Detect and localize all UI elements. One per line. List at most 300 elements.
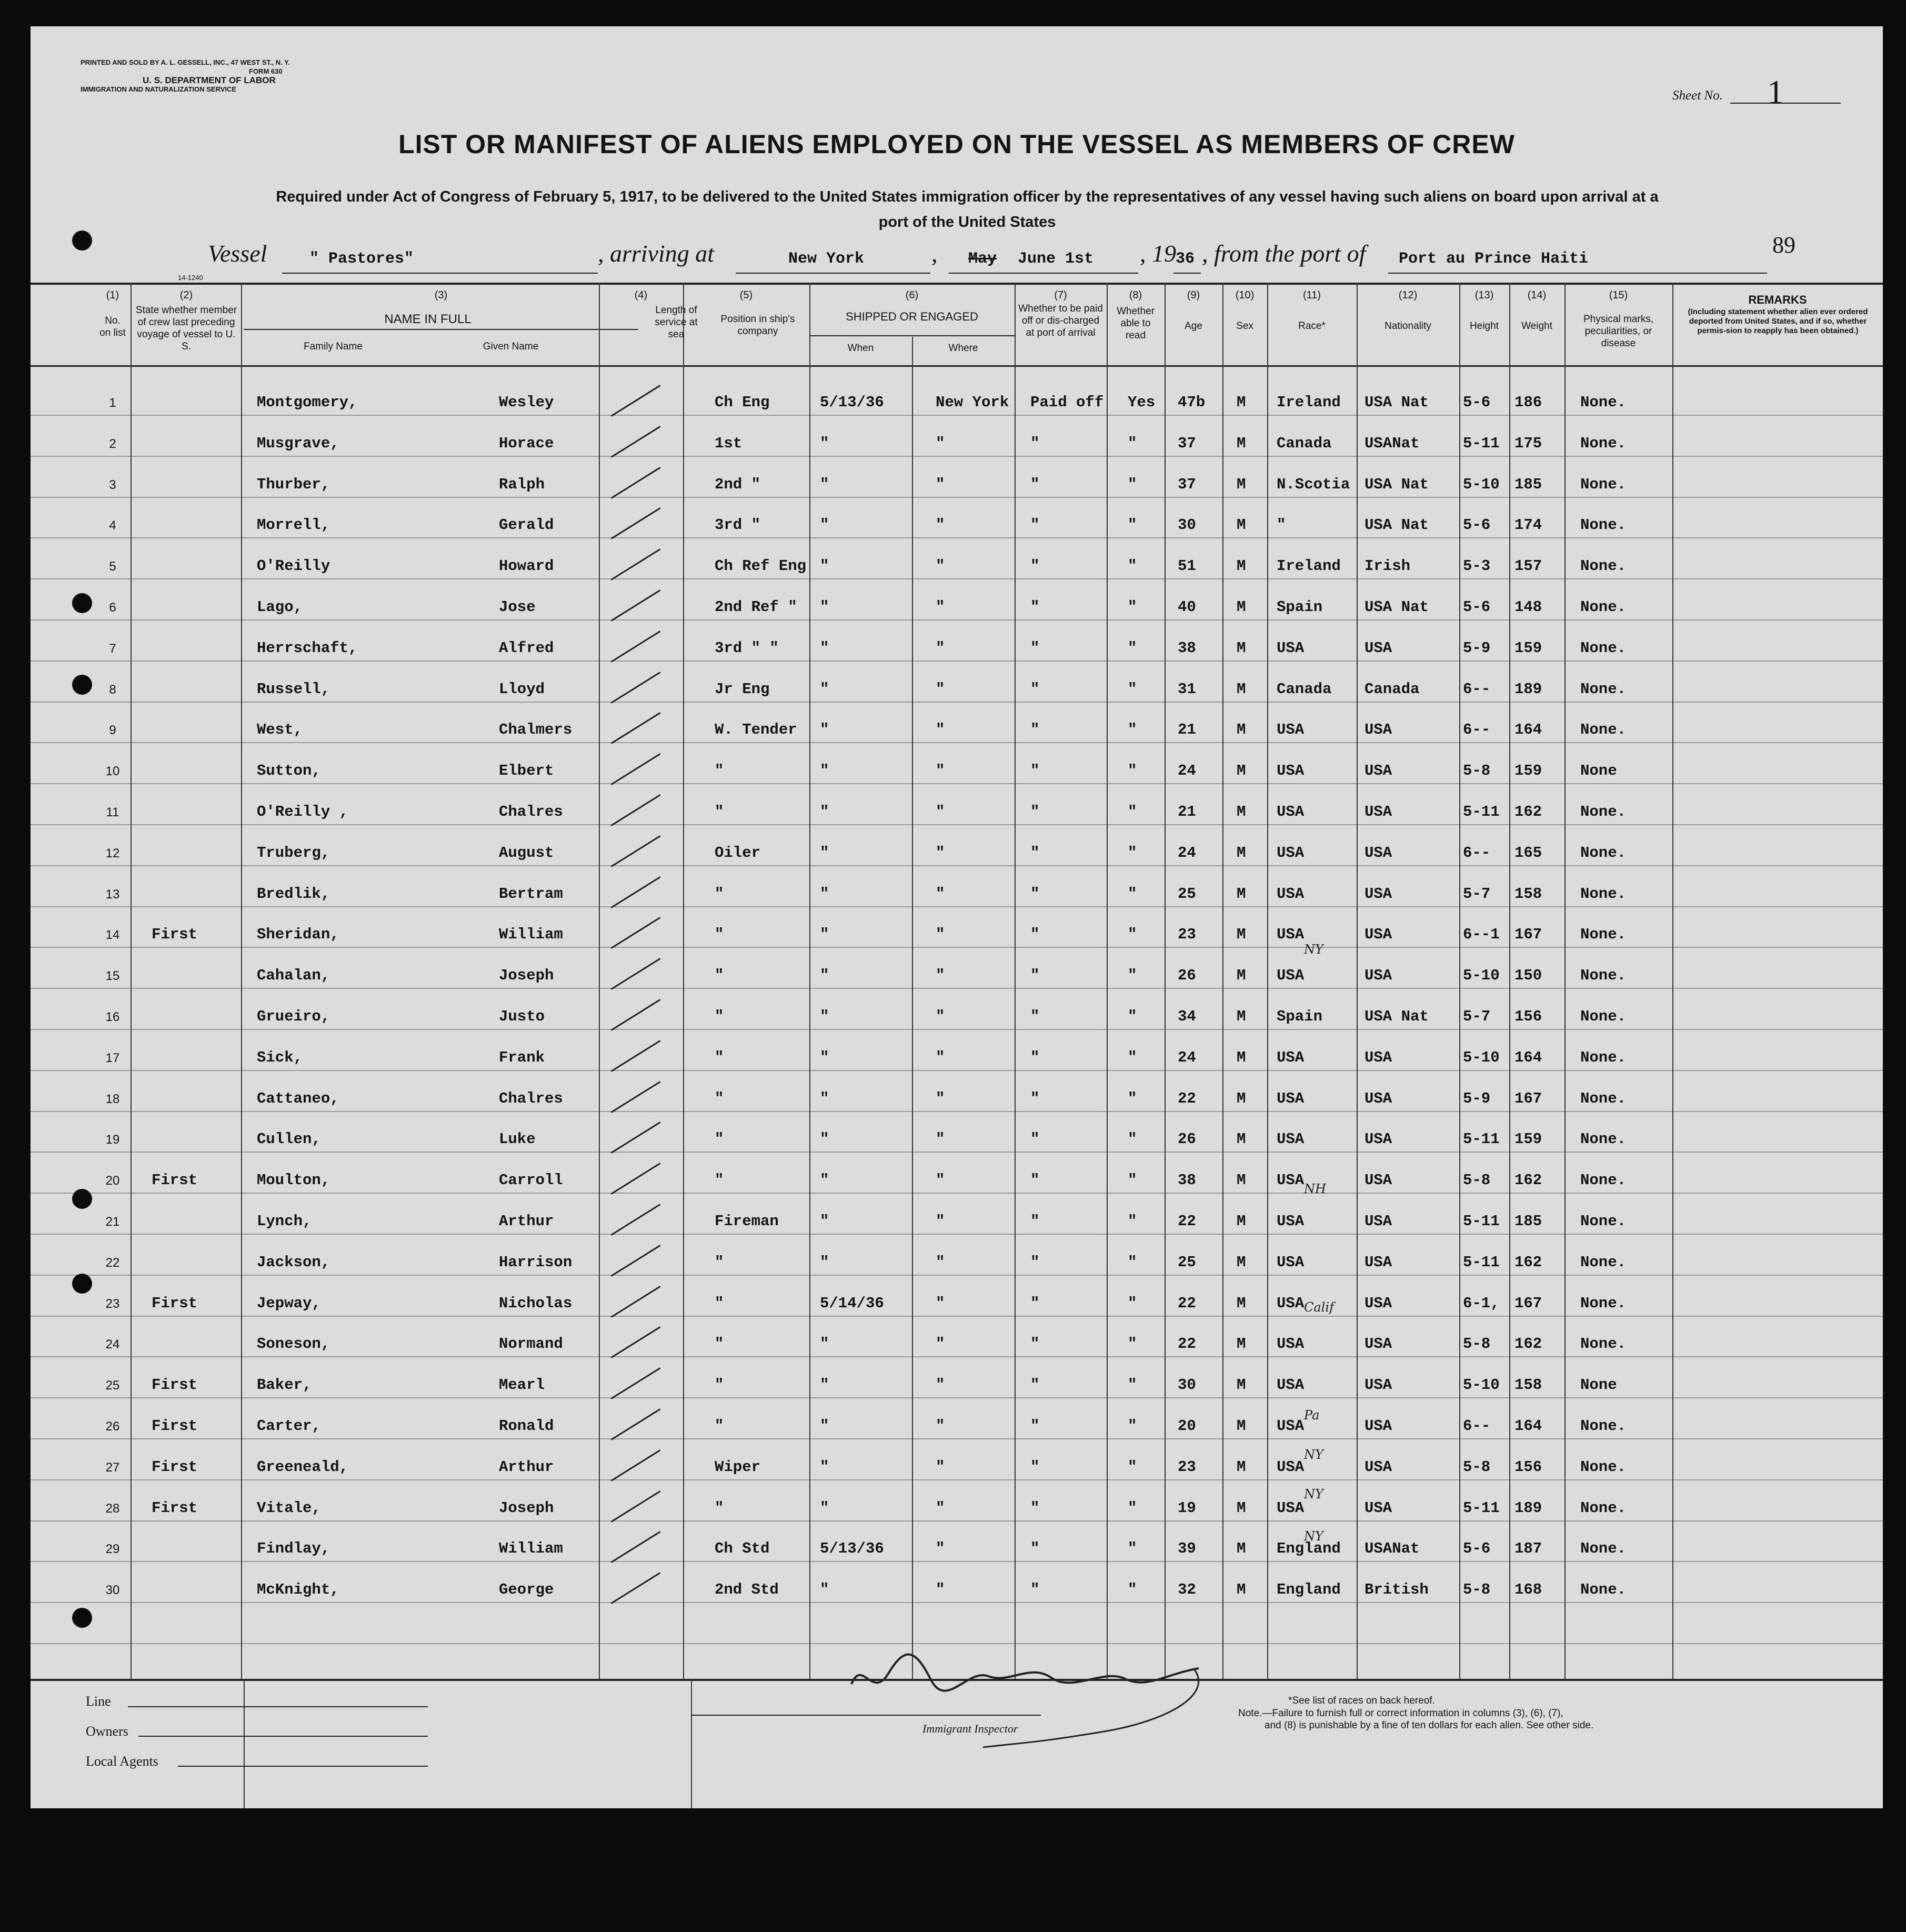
row-given-name: Frank (499, 1049, 545, 1066)
printer-imprint: PRINTED AND SOLD BY A. L. GESSELL, INC., 47 WEST ST., N. Y. FORM 630 U. S. DEPARTMENT OF LABOR IMMIGRATION AND NATURALIZATION SERVICE (81, 58, 290, 93)
check-mark (611, 1245, 661, 1277)
colnum-2: (2) (179, 289, 193, 301)
row-paid-off: " (1030, 885, 1040, 903)
row-nationality: British (1365, 1581, 1429, 1598)
row-sex: M (1237, 639, 1246, 657)
row-able-to-read: " (1128, 762, 1137, 779)
row-family-name: Findlay, (257, 1540, 330, 1557)
col-heading-family: Family Name (304, 341, 363, 352)
row-rule (31, 865, 1883, 866)
row-position: " (715, 1090, 724, 1107)
date-line (949, 273, 1138, 274)
row-race: USA (1277, 1335, 1305, 1353)
arriving-port: New York (788, 250, 865, 268)
col-heading-position: Position in ship's company (720, 314, 795, 337)
penalty-note-1: Note.—Failure to furnish full or correct information in columns (3), (6), (7), (1238, 1708, 1563, 1719)
row-position: " (715, 762, 724, 779)
row-prev-voyage: First (152, 1417, 198, 1435)
row-race: " (1277, 516, 1286, 534)
colnum-8: (8) (1129, 289, 1142, 301)
row-shipped-when: " (820, 1581, 829, 1598)
column-line (1222, 283, 1223, 1679)
row-shipped-where: " (936, 885, 945, 903)
check-mark (611, 1081, 661, 1113)
row-physical-marks: None (1580, 762, 1617, 779)
row-race: USA (1277, 1254, 1305, 1271)
column-line (241, 283, 242, 1679)
row-sex: M (1237, 1049, 1246, 1066)
row-shipped-when: " (820, 639, 829, 657)
row-number: 3 (109, 478, 116, 492)
row-paid-off: " (1030, 680, 1040, 698)
row-position: 2nd Ref " (715, 598, 797, 616)
row-sex: M (1237, 762, 1246, 779)
row-physical-marks: None. (1580, 394, 1627, 411)
row-race: Canada (1277, 680, 1332, 698)
row-shipped-when: " (820, 967, 829, 984)
row-position: " (715, 926, 724, 943)
row-family-name: Cullen, (257, 1130, 321, 1148)
row-rule (31, 1070, 1883, 1071)
row-age: 39 (1178, 1540, 1196, 1557)
row-nationality: USA (1365, 926, 1392, 943)
inspector-label: Immigrant Inspector (922, 1722, 1018, 1735)
row-age: 31 (1178, 680, 1196, 698)
races-note: *See list of races on back hereof. (1288, 1695, 1435, 1706)
col-heading-shipped: SHIPPED OR ENGAGED (846, 310, 978, 323)
table-top-border (31, 283, 1883, 285)
row-rule (31, 783, 1883, 784)
row-weight: 162 (1514, 1335, 1542, 1353)
line-label: Line (86, 1694, 111, 1709)
row-shipped-where: " (936, 967, 945, 984)
row-family-name: Vitale, (257, 1499, 321, 1517)
row-race: USA (1277, 803, 1305, 820)
row-sex: M (1237, 967, 1246, 984)
row-number: 4 (109, 518, 116, 533)
row-nationality: USA (1365, 1417, 1392, 1435)
row-able-to-read: " (1128, 844, 1137, 862)
row-given-name: Horace (499, 435, 554, 452)
row-able-to-read: " (1128, 1213, 1137, 1230)
row-family-name: Greeneald, (257, 1458, 349, 1476)
from-port: Port au Prince Haiti (1399, 250, 1589, 268)
row-position: " (715, 1049, 724, 1066)
row-family-name: Cattaneo, (257, 1090, 339, 1107)
row-nationality: USA (1365, 1172, 1392, 1189)
vessel-line (282, 273, 598, 274)
row-family-name: Thurber, (257, 476, 330, 493)
row-nationality: USA Nat (1365, 516, 1429, 534)
row-shipped-when: " (820, 803, 829, 820)
check-mark (611, 630, 661, 663)
col-heading-paid-off: Whether to be paid off or dis-charged at port of arrival (1018, 303, 1103, 338)
year-line (1173, 273, 1201, 274)
check-mark (611, 794, 661, 826)
row-number: 15 (105, 969, 120, 983)
row-nationality: USA (1365, 967, 1392, 984)
colnum-10: (10) (1235, 289, 1255, 301)
row-age: 22 (1178, 1295, 1196, 1312)
check-mark (611, 1163, 661, 1195)
row-family-name: Sheridan, (257, 926, 339, 943)
row-sex: M (1237, 680, 1246, 698)
check-mark (611, 426, 661, 458)
row-paid-off: " (1030, 476, 1040, 493)
row-nationality: USA (1365, 1254, 1392, 1271)
row-paid-off: " (1030, 721, 1040, 738)
check-mark (611, 1326, 661, 1358)
form-subtitle: Required under Act of Congress of February 5, 1917, to be delivered to the United States immigration officer by the representatives of any vessel having such aliens on board upon arrival at a port of the United States (276, 188, 1659, 231)
row-shipped-when: " (820, 1335, 829, 1353)
check-mark (611, 548, 661, 580)
row-family-name: Baker, (257, 1376, 312, 1394)
row-prev-voyage: First (152, 1499, 198, 1517)
row-age: 24 (1178, 844, 1196, 862)
row-able-to-read: " (1128, 1090, 1137, 1107)
colnum-4: (4) (634, 289, 648, 301)
colnum-12: (12) (1398, 289, 1418, 301)
row-able-to-read: " (1128, 680, 1137, 698)
row-shipped-where: " (936, 1254, 945, 1271)
colnum-15: (15) (1609, 289, 1628, 301)
year-label: , 19 (1140, 240, 1176, 267)
form-title: LIST OR MANIFEST OF ALIENS EMPLOYED ON THE VESSEL AS MEMBERS OF CREW (398, 129, 1515, 159)
row-sex: M (1237, 1335, 1246, 1353)
row-prev-voyage: First (152, 1458, 198, 1476)
row-height: 5-11 (1463, 435, 1500, 452)
row-paid-off: " (1030, 844, 1040, 862)
row-race: USA (1277, 1499, 1305, 1517)
check-mark (611, 1204, 661, 1236)
row-weight: 159 (1514, 762, 1542, 779)
row-height: 5-10 (1463, 1049, 1500, 1066)
row-age: 30 (1178, 516, 1196, 534)
col-heading-read: Whether able to read (1117, 306, 1155, 341)
row-position: " (715, 1335, 724, 1353)
vessel-label: Vessel (208, 240, 267, 267)
row-shipped-where: " (936, 1499, 945, 1517)
row-age: 22 (1178, 1335, 1196, 1353)
row-able-to-read: Yes (1128, 394, 1156, 411)
col-heading-name: NAME IN FULL (384, 312, 472, 326)
col-heading-state: State whether member of crew last preceding voyage of vessel to U. S. (135, 305, 237, 352)
row-number: 18 (105, 1092, 120, 1106)
row-nationality: USA Nat (1365, 1008, 1429, 1025)
row-shipped-when: " (820, 721, 829, 738)
row-paid-off: " (1030, 803, 1040, 820)
row-shipped-where: " (936, 762, 945, 779)
header-bottom-border (31, 365, 1883, 367)
row-number: 26 (105, 1419, 120, 1434)
from-port-label: , from the port of (1202, 240, 1366, 267)
row-race: USA (1277, 885, 1305, 903)
row-sex: M (1237, 1540, 1246, 1557)
row-physical-marks: None. (1580, 1130, 1627, 1148)
handwritten-state-28: NY (1304, 1529, 1323, 1544)
column-line (1509, 283, 1510, 1679)
row-sex: M (1237, 1581, 1246, 1598)
column-line (1357, 283, 1358, 1679)
row-nationality: USA Nat (1365, 394, 1429, 411)
handwritten-state-27: NY (1304, 1487, 1323, 1501)
row-shipped-when: " (820, 1008, 829, 1025)
row-age: 22 (1178, 1090, 1196, 1107)
row-position: Fireman (715, 1213, 779, 1230)
row-weight: 174 (1514, 516, 1542, 534)
row-age: 34 (1178, 1008, 1196, 1025)
row-height: 5-9 (1463, 639, 1491, 657)
row-family-name: Lago, (257, 598, 303, 616)
row-race: England (1277, 1581, 1341, 1598)
row-height: 5-10 (1463, 967, 1500, 984)
row-sex: M (1237, 1417, 1246, 1435)
from-port-line (1388, 273, 1767, 274)
row-position: " (715, 1008, 724, 1025)
row-given-name: Arthur (499, 1458, 554, 1476)
row-family-name: Truberg, (257, 844, 330, 862)
row-height: 6-- (1463, 680, 1491, 698)
row-paid-off: " (1030, 435, 1040, 452)
local-agents-label: Local Agents (86, 1754, 158, 1769)
column-line (691, 1679, 692, 1808)
row-position: " (715, 885, 724, 903)
row-shipped-where: " (936, 639, 945, 657)
row-weight: 158 (1514, 885, 1542, 903)
row-age: 25 (1178, 1254, 1196, 1271)
row-weight: 158 (1514, 1376, 1542, 1394)
row-shipped-where: New York (936, 394, 1009, 411)
row-race: USA (1277, 639, 1305, 657)
row-paid-off: " (1030, 1172, 1040, 1189)
row-given-name: Jose (499, 598, 536, 616)
manifest-sheet (31, 26, 1883, 1808)
row-given-name: Harrison (499, 1254, 573, 1271)
row-rule (31, 456, 1883, 457)
row-physical-marks: None. (1580, 1172, 1627, 1189)
row-rule (31, 497, 1883, 498)
row-rule (31, 1479, 1883, 1480)
row-shipped-when: 5/13/36 (820, 1540, 884, 1557)
row-age: 26 (1178, 967, 1196, 984)
row-weight: 162 (1514, 1254, 1542, 1271)
row-height: 5-7 (1463, 1008, 1491, 1025)
row-shipped-where: " (936, 680, 945, 698)
row-nationality: USA (1365, 803, 1392, 820)
row-position: " (715, 1376, 724, 1394)
check-mark (611, 712, 661, 744)
column-line (599, 283, 600, 1679)
check-mark (611, 467, 661, 499)
check-mark (611, 1286, 661, 1318)
row-given-name: August (499, 844, 554, 862)
row-paid-off: " (1030, 762, 1040, 779)
row-family-name: Bredlik, (257, 885, 330, 903)
row-nationality: USA (1365, 762, 1392, 779)
row-race: England (1277, 1540, 1341, 1557)
row-shipped-when: 5/14/36 (820, 1295, 884, 1312)
column-line (683, 283, 684, 1679)
row-shipped-when: " (820, 885, 829, 903)
row-given-name: Mearl (499, 1376, 545, 1394)
row-rule (31, 1602, 1883, 1603)
row-able-to-read: " (1128, 1540, 1137, 1557)
row-physical-marks: None. (1580, 1581, 1627, 1598)
row-sex: M (1237, 1376, 1246, 1394)
row-race: USA (1277, 1376, 1305, 1394)
row-race: USA (1277, 1172, 1305, 1189)
check-mark (611, 1367, 661, 1399)
row-nationality: USANat (1365, 1540, 1420, 1557)
row-given-name: George (499, 1581, 554, 1598)
row-weight: 162 (1514, 1172, 1542, 1189)
colnum-9: (9) (1187, 289, 1200, 301)
row-weight: 148 (1514, 598, 1542, 616)
row-rule (31, 742, 1883, 743)
row-age: 24 (1178, 1049, 1196, 1066)
row-family-name: West, (257, 721, 303, 738)
row-given-name: Carroll (499, 1172, 563, 1189)
row-shipped-where: " (936, 1130, 945, 1148)
check-mark (611, 1531, 661, 1563)
row-position: W. Tender (715, 721, 797, 738)
row-age: 21 (1178, 803, 1196, 820)
vessel-name: " Pastores" (309, 250, 414, 268)
row-age: 25 (1178, 885, 1196, 903)
row-shipped-when: " (820, 1049, 829, 1066)
row-age: 40 (1178, 598, 1196, 616)
row-family-name: Russell, (257, 680, 330, 698)
row-physical-marks: None (1580, 1376, 1617, 1394)
row-shipped-when: " (820, 762, 829, 779)
row-physical-marks: None. (1580, 1049, 1627, 1066)
row-age: 23 (1178, 926, 1196, 943)
colnum-7: (7) (1054, 289, 1067, 301)
row-position: Wiper (715, 1458, 761, 1476)
row-height: 5-11 (1463, 1130, 1500, 1148)
arrival-date: June 1st (1018, 250, 1094, 268)
check-mark (611, 1449, 661, 1481)
row-number: 10 (105, 764, 120, 778)
column-line (912, 337, 913, 1679)
row-race: Spain (1277, 598, 1323, 616)
row-able-to-read: " (1128, 1254, 1137, 1271)
row-weight: 159 (1514, 639, 1542, 657)
row-shipped-where: " (936, 1008, 945, 1025)
row-physical-marks: None. (1580, 926, 1627, 943)
row-paid-off: " (1030, 598, 1040, 616)
row-number: 23 (105, 1297, 120, 1311)
row-shipped-where: " (936, 1090, 945, 1107)
row-nationality: USA Nat (1365, 476, 1429, 493)
row-shipped-when: " (820, 476, 829, 493)
arrival-year: 36 (1176, 250, 1195, 268)
row-race: N.Scotia (1277, 476, 1350, 493)
row-nationality: USA (1365, 1049, 1392, 1066)
row-shipped-when: " (820, 1254, 829, 1271)
row-weight: 168 (1514, 1581, 1542, 1598)
row-position: 3rd " (715, 516, 761, 534)
row-shipped-where: " (936, 721, 945, 738)
row-physical-marks: None. (1580, 598, 1627, 616)
row-paid-off: " (1030, 1376, 1040, 1394)
row-weight: 150 (1514, 967, 1542, 984)
row-physical-marks: None. (1580, 967, 1627, 984)
row-height: 6-1, (1463, 1295, 1500, 1312)
inspector-signature (830, 1616, 1230, 1753)
row-rule (31, 537, 1883, 538)
row-sex: M (1237, 1254, 1246, 1271)
row-number: 14 (105, 928, 120, 942)
row-weight: 167 (1514, 926, 1542, 943)
row-shipped-when: " (820, 1213, 829, 1230)
row-height: 5-8 (1463, 1172, 1491, 1189)
row-age: 21 (1178, 721, 1196, 738)
row-given-name: Nicholas (499, 1295, 573, 1312)
row-able-to-read: " (1128, 1049, 1137, 1066)
colnum-13: (13) (1474, 289, 1494, 301)
row-position: " (715, 1295, 724, 1312)
row-given-name: William (499, 1540, 563, 1557)
row-race: USA (1277, 1130, 1305, 1148)
col-heading-remarks-note: (Including statement whether alien ever ordered deported from United States, and if so, whether permis-sion to reapply has been obtained.) (1688, 307, 1868, 335)
row-family-name: Sick, (257, 1049, 303, 1066)
row-sex: M (1237, 394, 1246, 411)
row-paid-off: " (1030, 1254, 1040, 1271)
col-heading-given: Given Name (483, 341, 539, 352)
row-nationality: USA (1365, 844, 1392, 862)
row-able-to-read: " (1128, 476, 1137, 493)
row-number: 19 (105, 1133, 120, 1147)
row-height: 5-11 (1463, 1213, 1500, 1230)
row-number: 13 (105, 887, 120, 902)
row-race: USA (1277, 1049, 1305, 1066)
check-mark (611, 1572, 661, 1604)
row-sex: M (1237, 1090, 1246, 1107)
row-height: 5-10 (1463, 476, 1500, 493)
punch-hole (72, 1274, 92, 1294)
date-struck: May (968, 250, 997, 268)
row-sex: M (1237, 721, 1246, 738)
row-physical-marks: None. (1580, 1254, 1627, 1271)
row-height: 5-6 (1463, 598, 1491, 616)
row-position: Ch Std (715, 1540, 770, 1557)
row-rule (31, 1275, 1883, 1276)
row-age: 24 (1178, 762, 1196, 779)
row-able-to-read: " (1128, 1130, 1137, 1148)
col-heading-weight: Weight (1521, 321, 1552, 332)
row-height: 5-6 (1463, 1540, 1491, 1557)
row-weight: 167 (1514, 1090, 1542, 1107)
col-heading-height: Height (1470, 321, 1499, 332)
row-able-to-read: " (1128, 557, 1137, 575)
row-sex: M (1237, 1130, 1246, 1148)
row-weight: 189 (1514, 680, 1542, 698)
row-able-to-read: " (1128, 1417, 1137, 1435)
page-number: 89 (1772, 232, 1795, 258)
row-physical-marks: None. (1580, 516, 1627, 534)
check-mark (611, 999, 661, 1031)
row-number: 6 (109, 600, 116, 615)
row-height: 5-6 (1463, 394, 1491, 411)
row-shipped-when: " (820, 1172, 829, 1189)
row-paid-off: " (1030, 1008, 1040, 1025)
row-weight: 186 (1514, 394, 1542, 411)
col-heading-race: Race* (1298, 321, 1326, 332)
handwritten-state-23: Calif (1304, 1300, 1334, 1315)
row-shipped-where: " (936, 1540, 945, 1557)
row-family-name: Sutton, (257, 762, 321, 779)
